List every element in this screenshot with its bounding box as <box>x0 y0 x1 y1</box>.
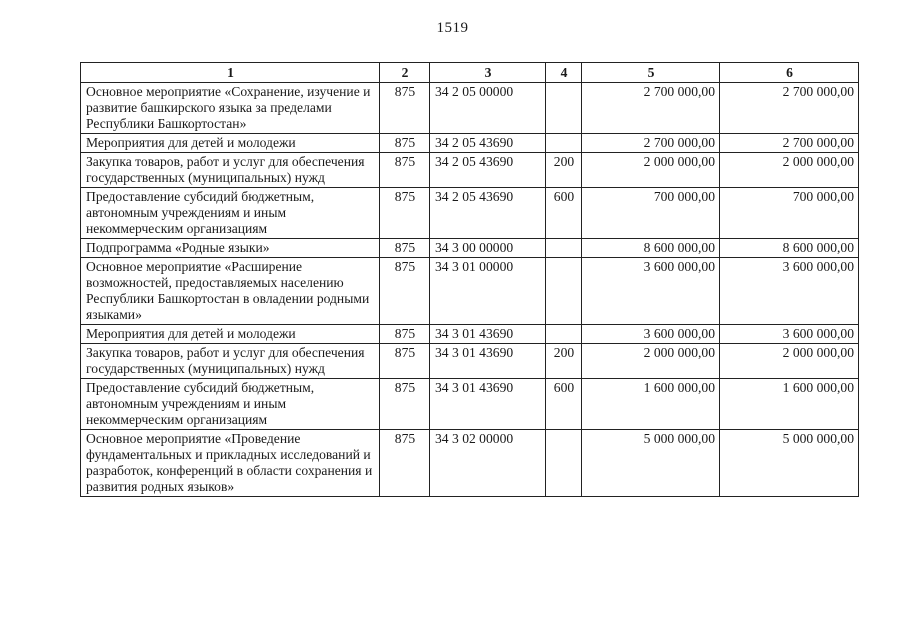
row-name: Предоставление субсидий бюджетным, автономным учреждениям и иным некоммерческим организациям <box>81 188 380 239</box>
row-expense-type: 200 <box>546 344 582 379</box>
row-expense-type <box>546 134 582 153</box>
row-expense-type <box>546 258 582 325</box>
row-name: Мероприятия для детей и молодежи <box>81 134 380 153</box>
row-ministry-code: 875 <box>380 379 430 430</box>
row-amount-2: 8 600 000,00 <box>720 239 859 258</box>
row-amount-1: 2 700 000,00 <box>582 83 720 134</box>
row-ministry-code: 875 <box>380 83 430 134</box>
row-expense-type <box>546 83 582 134</box>
row-ministry-code: 875 <box>380 239 430 258</box>
table-row <box>81 325 859 344</box>
row-amount-2: 2 000 000,00 <box>720 344 859 379</box>
table-row <box>81 188 859 239</box>
column-header-3: 3 <box>430 63 546 83</box>
row-ministry-code: 875 <box>380 258 430 325</box>
row-target-code: 34 3 01 43690 <box>430 379 546 430</box>
table-header-row <box>81 63 859 83</box>
row-target-code: 34 3 01 00000 <box>430 258 546 325</box>
row-target-code: 34 2 05 43690 <box>430 188 546 239</box>
row-expense-type: 600 <box>546 379 582 430</box>
row-target-code: 34 3 01 43690 <box>430 325 546 344</box>
row-name: Подпрограмма «Родные языки» <box>81 239 380 258</box>
row-amount-2: 5 000 000,00 <box>720 430 859 497</box>
row-amount-2: 2 700 000,00 <box>720 83 859 134</box>
table-row <box>81 430 859 497</box>
row-amount-2: 2 700 000,00 <box>720 134 859 153</box>
row-amount-2: 1 600 000,00 <box>720 379 859 430</box>
row-target-code: 34 3 01 43690 <box>430 344 546 379</box>
table-row <box>81 379 859 430</box>
row-amount-2: 3 600 000,00 <box>720 325 859 344</box>
row-expense-type <box>546 239 582 258</box>
row-amount-2: 700 000,00 <box>720 188 859 239</box>
row-target-code: 34 3 00 00000 <box>430 239 546 258</box>
page-number: 1519 <box>436 20 469 36</box>
row-expense-type <box>546 325 582 344</box>
row-target-code: 34 3 02 00000 <box>430 430 546 497</box>
table-row <box>81 344 859 379</box>
row-ministry-code: 875 <box>380 430 430 497</box>
row-expense-type: 200 <box>546 153 582 188</box>
row-amount-1: 2 000 000,00 <box>582 153 720 188</box>
column-header-1: 1 <box>81 63 380 83</box>
row-name: Закупка товаров, работ и услуг для обеспечения государственных (муниципальных) нужд <box>81 153 380 188</box>
row-name: Основное мероприятие «Проведение фундаментальных и прикладных исследований и разработок, конференций в области сохранения и развития родных языков» <box>81 430 380 497</box>
row-amount-1: 5 000 000,00 <box>582 430 720 497</box>
row-name: Основное мероприятие «Расширение возможностей, предоставляемых населению Республики Башкортостан в овладении родными языками» <box>81 258 380 325</box>
table-row <box>81 258 859 325</box>
row-target-code: 34 2 05 43690 <box>430 134 546 153</box>
row-amount-1: 2 000 000,00 <box>582 344 720 379</box>
row-expense-type: 600 <box>546 188 582 239</box>
budget-table <box>80 62 859 497</box>
column-header-4: 4 <box>546 63 582 83</box>
row-ministry-code: 875 <box>380 153 430 188</box>
table-row <box>81 83 859 134</box>
row-amount-1: 2 700 000,00 <box>582 134 720 153</box>
row-amount-1: 3 600 000,00 <box>582 325 720 344</box>
row-amount-1: 3 600 000,00 <box>582 258 720 325</box>
row-expense-type <box>546 430 582 497</box>
row-ministry-code: 875 <box>380 325 430 344</box>
row-target-code: 34 2 05 00000 <box>430 83 546 134</box>
row-ministry-code: 875 <box>380 134 430 153</box>
row-amount-1: 8 600 000,00 <box>582 239 720 258</box>
row-amount-1: 1 600 000,00 <box>582 379 720 430</box>
row-amount-2: 2 000 000,00 <box>720 153 859 188</box>
column-header-5: 5 <box>582 63 720 83</box>
row-name: Предоставление субсидий бюджетным, автономным учреждениям и иным некоммерческим организациям <box>81 379 380 430</box>
row-name: Закупка товаров, работ и услуг для обеспечения государственных (муниципальных) нужд <box>81 344 380 379</box>
row-name: Мероприятия для детей и молодежи <box>81 325 380 344</box>
row-ministry-code: 875 <box>380 188 430 239</box>
column-header-6: 6 <box>720 63 859 83</box>
row-amount-1: 700 000,00 <box>582 188 720 239</box>
row-target-code: 34 2 05 43690 <box>430 153 546 188</box>
column-header-2: 2 <box>380 63 430 83</box>
table-row <box>81 134 859 153</box>
row-ministry-code: 875 <box>380 344 430 379</box>
table-row <box>81 153 859 188</box>
row-amount-2: 3 600 000,00 <box>720 258 859 325</box>
table-row <box>81 239 859 258</box>
row-name: Основное мероприятие «Сохранение, изучение и развитие башкирского языка за пределами Республики Башкортостан» <box>81 83 380 134</box>
